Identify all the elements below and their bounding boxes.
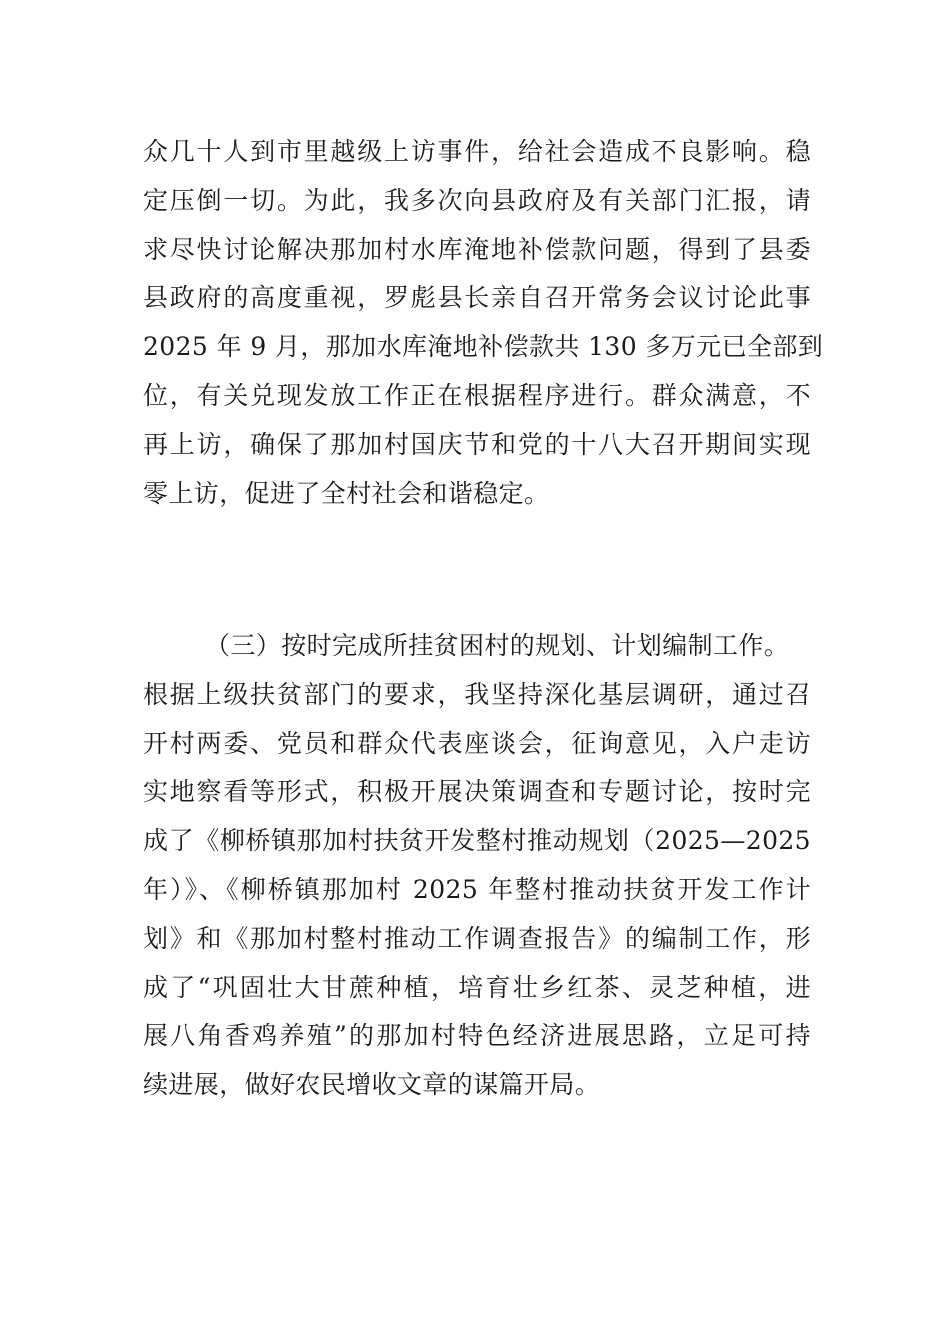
text-line: 零上访，促进了全村社会和谐稳定。 <box>143 478 550 508</box>
text-line: 定压倒一切。为此，我多次向县政府及有关部门汇报，请 <box>143 185 811 215</box>
text-line: 众几十人到市里越级上访事件，给社会造成不良影响。稳 <box>143 137 811 166</box>
text-line: 实地察看等形式，积极开展决策调查和专题讨论，按时完 <box>143 777 811 807</box>
text-line: 位，有关兑现发放工作正在根据程序进行。群众满意，不 <box>143 380 811 410</box>
text-line: 2025 年 9 月，那加水库淹地补偿款共 130 多万元已全部到 <box>143 332 824 362</box>
text-line: 成了“巩固壮大甘蔗种植，培育壮乡红茶、灵芝种植，进 <box>143 972 811 1002</box>
text-line: 展八角香鸡养殖”的那加村特色经济进展思路，立足可持 <box>143 1021 811 1051</box>
text-line: 成了《柳桥镇那加村扶贫开发整村推动规划（2025—2025 <box>143 826 811 856</box>
text-line: 县政府的高度重视，罗彪县长亲自召开常务会议讨论此事 <box>143 283 811 313</box>
text-line: 划》和《那加村整村推动工作调查报告》的编制工作，形 <box>143 923 811 953</box>
paragraph-stability <box>143 128 824 518</box>
text-line: 根据上级扶贫部门的要求，我坚持深化基层调研，通过召 <box>143 679 811 709</box>
text-line: 年）》、《柳桥镇那加村 2025 年整村推动扶贫开发工作计 <box>143 874 811 904</box>
text-line: 开村两委、党员和群众代表座谈会，征询意见，入户走访 <box>143 728 811 758</box>
section-heading-line: （三）按时完成所挂贫困村的规划、计划编制工作。 <box>205 631 790 660</box>
text-line: 求尽快讨论解决那加村水库淹地补偿款问题，得到了县委 <box>143 234 811 264</box>
text-line: 续进展，做好农民增收文章的谋篇开局。 <box>143 1070 601 1100</box>
text-line: 再上访，确保了那加村国庆节和党的十八大召开期间实现 <box>143 429 811 459</box>
paragraph-planning <box>143 622 811 1110</box>
